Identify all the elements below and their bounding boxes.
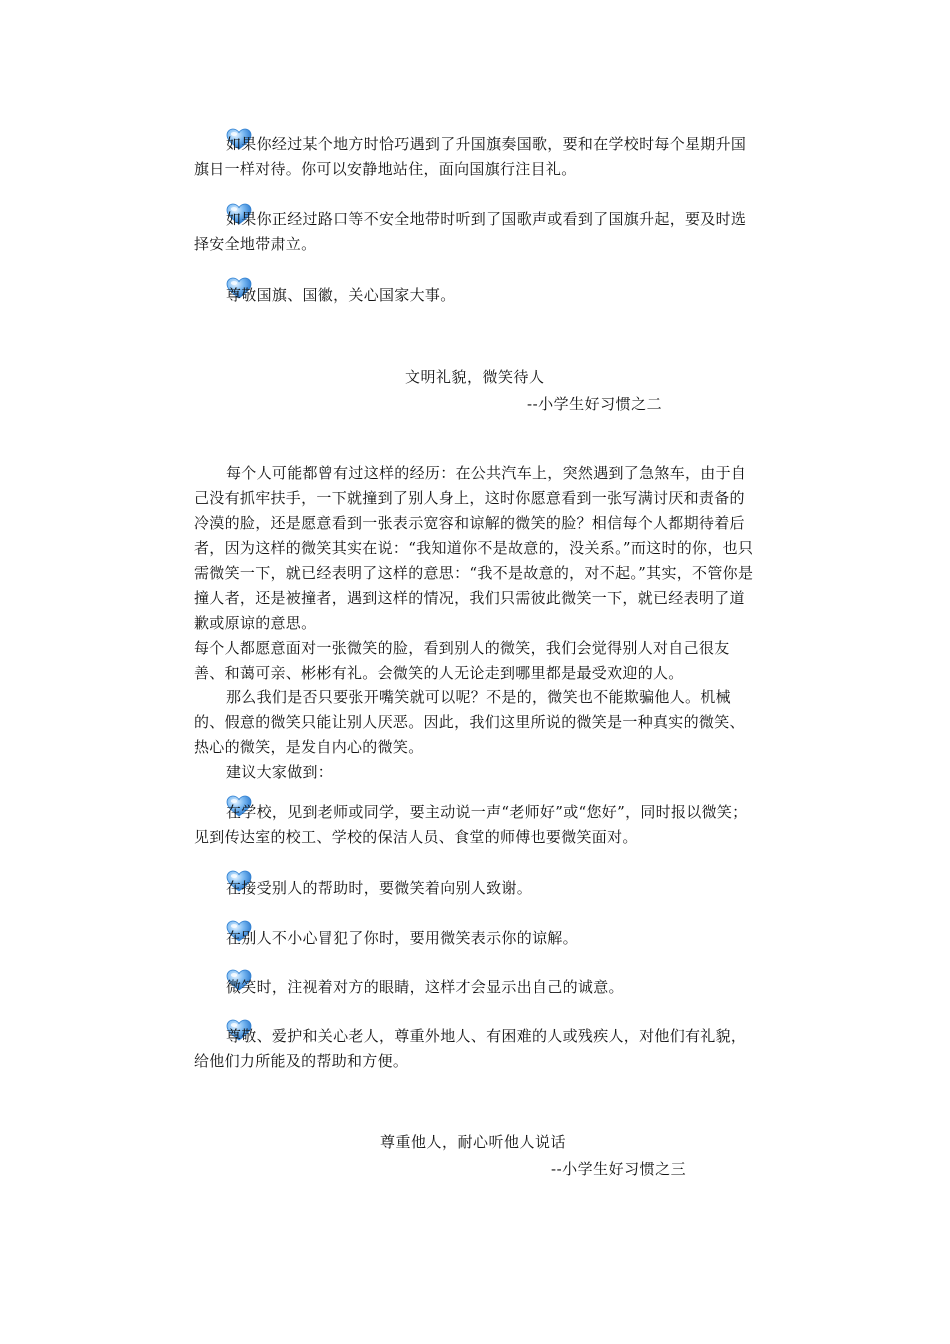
bullet-item: 在接受别人的帮助时，要微笑着向别人致谢。 [226,879,533,897]
bullet-item: 在学校，见到老师或同学，要主动说一声“老师好”或“您好”，同时报以微笑；见到传达室的校工、学校的保洁人员、食堂的师傅也要微笑面对。 [194,803,748,846]
section-subtitle: --小学生好习惯之二 [527,395,663,413]
section-subtitle: --小学生好习惯之三 [551,1160,687,1178]
bullet-item: 在别人不小心冒犯了你时，要用微笑表示你的谅解。 [226,929,578,947]
body-paragraph: 每个人可能都曾有过这样的经历：在公共汽车上，突然遇到了急煞车，由于自己没有抓牢扶手，一下就撞到了别人身上，这时你愿意看到一张写满讨厌和责备的冷漠的脸，还是愿意看到一张表示宽容和谅解的微笑的脸？相信每个人都期待着后者，因为这样的微笑其实在说：“我知道你不是故意的，没关系。”而这时的你，也只需微笑一下，就已经表明了这样的意思：“我不是故意的，对不起。”其实，不管你是撞人者，还是被撞者，遇到这样的情况，我们只需彼此微笑一下，就已经表明了道歉或原谅的意思。 [194,464,754,632]
bullet-item: 微笑时，注视着对方的眼睛，这样才会显示出自己的诚意。 [226,978,624,996]
body-paragraph: 那么我们是否只要张开嘴笑就可以呢？不是的，微笑也不能欺骗他人。机械的、假意的微笑只能让别人厌恶。因此，我们这里所说的微笑是一种真实的微笑、热心的微笑，是发自内心的微笑。 [194,688,745,756]
bullet-item: 尊敬国旗、国徽，关心国家大事。 [226,286,456,304]
bullet-item: 尊敬、爱护和关心老人，尊重外地人、有困难的人或残疾人，对他们有礼貌，给他们力所能及的帮助和方便。 [194,1027,747,1070]
body-paragraph: 每个人都愿意面对一张微笑的脸，看到别人的微笑，我们会觉得别人对自己很友善、和蔼可亲、彬彬有礼。会微笑的人无论走到哪里都是最受欢迎的人。 [194,639,730,682]
bullet-item: 如果你经过某个地方时恰巧遇到了升国旗奏国歌，要和在学校时每个星期升国旗日一样对待。你可以安静地站住，面向国旗行注目礼。 [194,135,747,178]
bullet-item: 如果你正经过路口等不安全地带时听到了国歌声或看到了国旗升起，要及时选择安全地带肃立。 [194,210,747,253]
section-title: 文明礼貌，微笑待人 [405,368,545,386]
section-title: 尊重他人，耐心听他人说话 [380,1133,567,1151]
body-paragraph: 建议大家做到： [226,763,334,781]
